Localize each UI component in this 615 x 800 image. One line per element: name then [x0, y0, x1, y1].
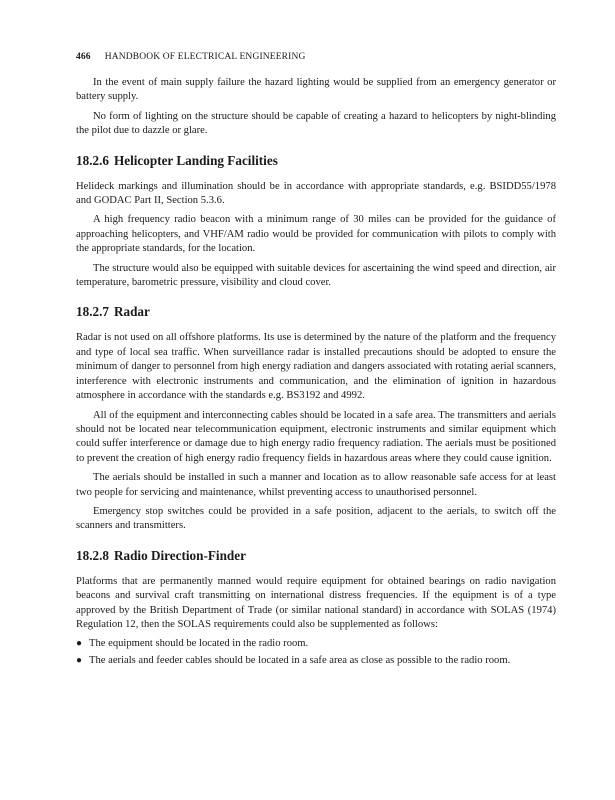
document-page — [76, 52, 556, 670]
bullet-icon: ● — [76, 638, 83, 650]
intro-paragraph-1: In the event of main supply failure the hazard lighting would be supplied from an emergency generator or battery supply. — [76, 77, 556, 103]
section-heading-radar — [76, 304, 556, 320]
section-number: 18.2.6 — [76, 152, 109, 168]
section-title: Helicopter Landing Facilities — [113, 152, 278, 168]
rdf-paragraph-1: Platforms that are permanently manned would require equipment for obtained bearings on radio navigation beacons and survival craft transmitting on international distress frequencies. If the equipment is of a type approved by the British Department of Trade (or similar national standard) in accordance with SOLAS (1974) Regulation 12, then the SOLAS requirements could also be supplemented as follows: — [76, 575, 556, 630]
page-number: 466 — [76, 52, 91, 62]
section-number: 18.2.7 — [76, 304, 109, 320]
bullet-icon: ● — [76, 654, 83, 666]
helicopter-paragraph-3: The structure would also be equipped with suitable devices for ascertaining the wind speed and direction, air temperature, barometric pressure, visibility and cloud cover. — [76, 262, 556, 289]
list-item — [76, 654, 556, 668]
list-item-text: The aerials and feeder cables should be located in a safe area as close as possible to the radio room. — [89, 654, 511, 666]
running-title: HANDBOOK OF ELECTRICAL ENGINEERING — [104, 52, 306, 62]
section-heading-radio-direction-finder — [76, 548, 556, 564]
list-item-text: The equipment should be located in the radio room. — [89, 638, 309, 650]
radar-paragraph-4: Emergency stop switches could be provided in a safe position, adjacent to the aerials, to switch off the scanners and transmitters. — [76, 505, 556, 532]
section-title: Radio Direction-Finder — [113, 547, 246, 563]
rdf-bullet-list — [76, 637, 556, 668]
section-title: Radar — [113, 304, 150, 320]
section-number: 18.2.8 — [76, 547, 109, 563]
helicopter-paragraph-1: Helideck markings and illumination should be in accordance with appropriate standards, e.g. BSIDD55/1978 and GODAC Part II, Section 5.3.6. — [76, 180, 556, 207]
helicopter-paragraph-2: A high frequency radio beacon with a minimum range of 30 miles can be provided for the guidance of approaching helicopters, and VHF/AM radio would be provided for communication with pilots to comply with the appropriate standards, for the location. — [76, 214, 556, 255]
running-header — [76, 52, 556, 62]
radar-paragraph-1: Radar is not used on all offshore platforms. Its use is determined by the nature of the platform and the frequency and type of local sea traffic. When surveillance radar is installed precautions should be adopted to ensure the minimum of danger to personnel from high energy radiation and dangers associated with rotating aerial scanners, interference with electronic instruments and communication, and the elimination of ignition in hazardous atmosphere in accordance with the standards e.g. BS3192 and 4992. — [76, 332, 556, 402]
section-heading-helicopter-landing — [76, 153, 556, 169]
radar-paragraph-2: All of the equipment and interconnecting cables should be located in a safe area. The transmitters and aerials should not be located near telecommunication equipment, electronic instruments and similar equipment which could suffer interference or damage due to high energy radio frequency radiation. The aerials must be positioned to prevent the creation of high energy radio frequency fields in hazardous areas where they could cause ignition. — [76, 409, 556, 464]
intro-paragraph-2: No form of lighting on the structure should be capable of creating a hazard to helicopters by night-blinding the pilot due to dazzle or glare. — [76, 110, 556, 137]
radar-paragraph-3: The aerials should be installed in such a manner and location as to allow reasonable safe access for at least two people for servicing and maintenance, whilst preventing access to unauthorised personnel. — [76, 472, 556, 498]
list-item — [76, 637, 556, 651]
